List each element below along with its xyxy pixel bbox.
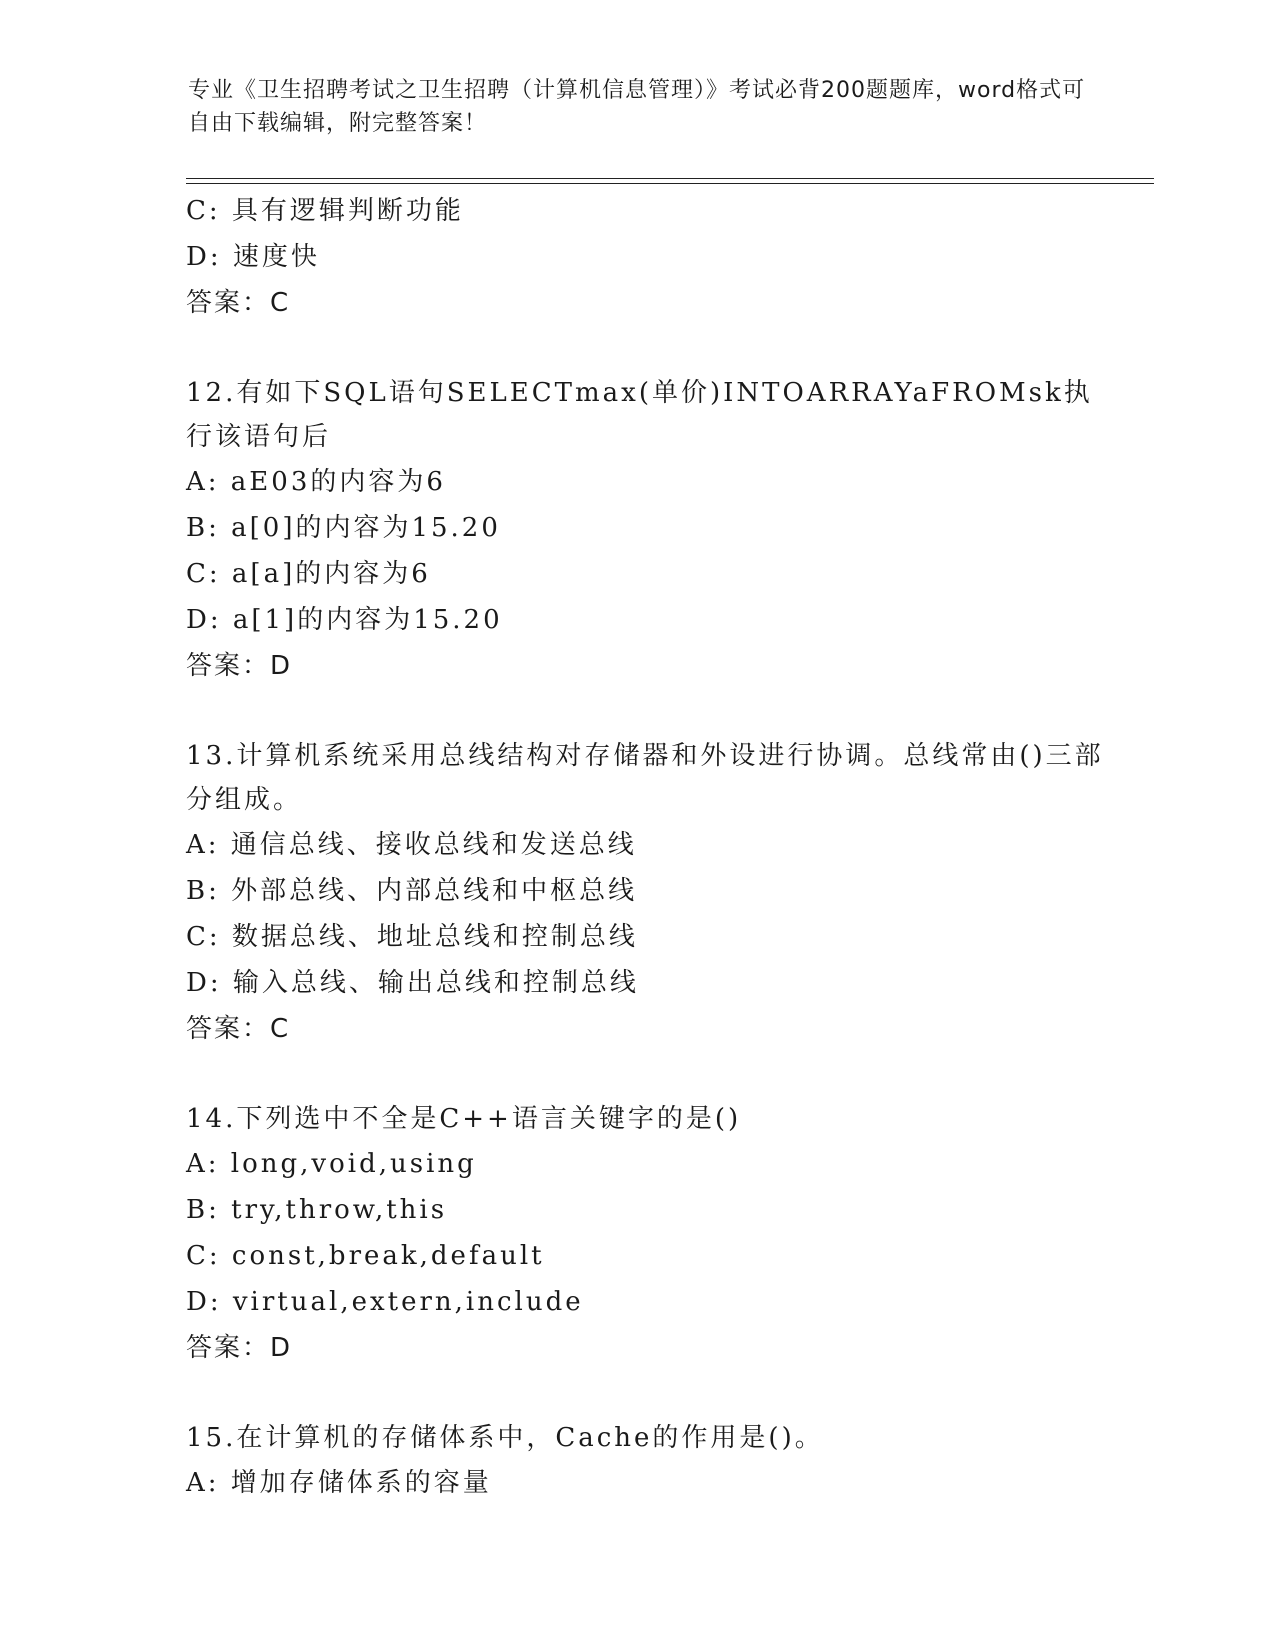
option-d: D: 速度快 bbox=[186, 242, 320, 272]
question-14 bbox=[186, 1097, 1106, 1371]
header-rule-top bbox=[186, 178, 1154, 179]
question-stem: 13.计算机系统采用总线结构对存储器和外设进行协调。总线常由()三部分组成。 bbox=[186, 741, 1104, 815]
spacer bbox=[186, 1371, 1106, 1416]
document-body bbox=[186, 188, 1106, 1506]
question-15 bbox=[186, 1416, 1106, 1506]
option-a: A: 增加存储体系的容量 bbox=[186, 1468, 492, 1498]
option-d: D: a[1]的内容为15.20 bbox=[186, 605, 503, 635]
option-c: C: 数据总线、地址总线和控制总线 bbox=[186, 922, 638, 952]
spacer bbox=[186, 326, 1106, 371]
continued-question bbox=[186, 188, 1106, 326]
option-d: D: virtual,extern,include bbox=[186, 1287, 584, 1317]
option-c: C: a[a]的内容为6 bbox=[186, 559, 431, 589]
answer-line: 答案：D bbox=[186, 651, 293, 681]
option-a: A: long,void,using bbox=[186, 1149, 477, 1179]
document-header: 专业《卫生招聘考试之卫生招聘（计算机信息管理）》考试必背200题题库，word格式可自由下载编辑，附完整答案！ bbox=[188, 78, 1086, 136]
question-stem: 12.有如下SQL语句SELECTmax(单价)INTOARRAYaFROMsk执行该语句后 bbox=[186, 378, 1093, 452]
question-12 bbox=[186, 371, 1106, 689]
option-b: B: 外部总线、内部总线和中枢总线 bbox=[186, 876, 638, 906]
option-b: B: try,throw,this bbox=[186, 1195, 448, 1225]
question-stem: 15.在计算机的存储体系中，Cache的作用是()。 bbox=[186, 1423, 824, 1453]
spacer bbox=[186, 689, 1106, 734]
question-stem: 14.下列选中不全是C++语言关键字的是() bbox=[186, 1104, 742, 1134]
option-c: C: const,break,default bbox=[186, 1241, 545, 1271]
header-rule-bottom bbox=[186, 183, 1154, 184]
answer-line: 答案：C bbox=[186, 1014, 291, 1044]
question-13 bbox=[186, 734, 1106, 1052]
option-a: A: 通信总线、接收总线和发送总线 bbox=[186, 830, 637, 860]
option-c: C: 具有逻辑判断功能 bbox=[186, 196, 464, 226]
option-a: A: aE03的内容为6 bbox=[186, 467, 446, 497]
option-b: B: a[0]的内容为15.20 bbox=[186, 513, 501, 543]
spacer bbox=[186, 1052, 1106, 1097]
answer-line: 答案：D bbox=[186, 1333, 293, 1363]
option-d: D: 输入总线、输出总线和控制总线 bbox=[186, 968, 639, 998]
answer-line: 答案：C bbox=[186, 288, 291, 318]
